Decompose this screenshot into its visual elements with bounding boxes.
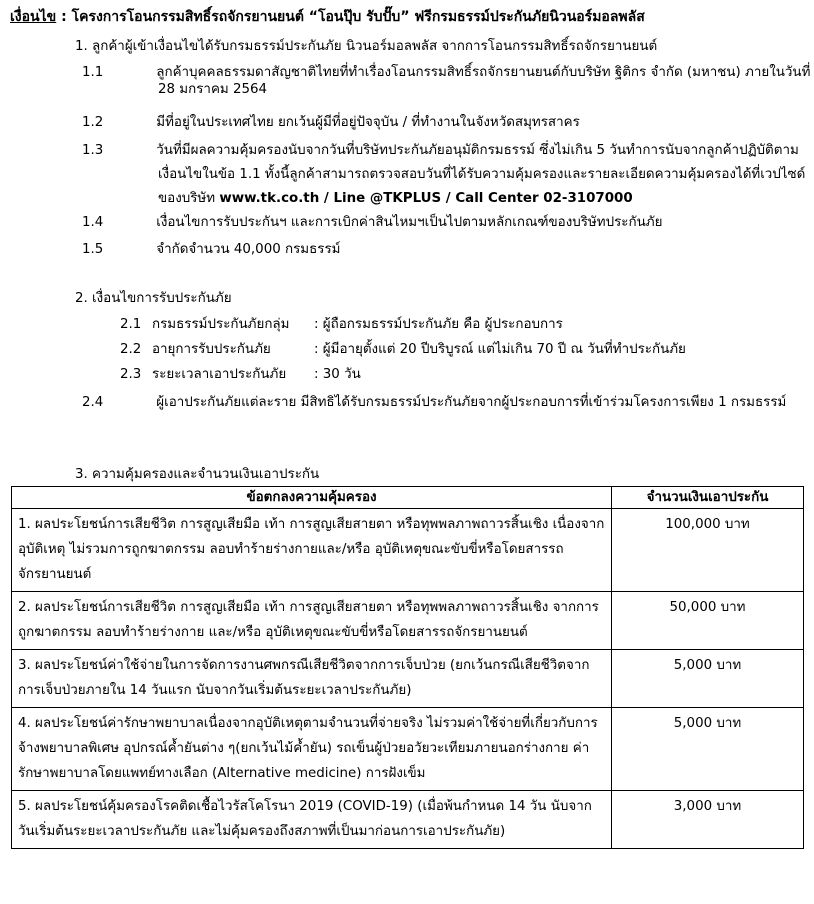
table-row: [12, 650, 804, 708]
section-2-title: 2. เงื่อนไขการรับประกันภัย: [75, 291, 232, 306]
item-number: 1.4: [82, 215, 104, 230]
heading-text: : โครงการโอนกรรมสิทธิ์รถจักรยานยนต์ “โอนปุ๊บ รับปั๊บ” ฟรีกรมธรรม์ประกันภัยนิวนอร์มอลพลัส: [56, 9, 645, 25]
condition-item: [82, 214, 814, 231]
coverage-table: [11, 486, 804, 849]
item-value: : ผู้มีอายุตั้งแต่ 20 ปีบริบูรณ์ แต่ไม่เกิน 70 ปี ณ วันที่ทำประกันภัย: [314, 342, 686, 357]
item-text: ลูกค้าบุคคลธรรมดาสัญชาติไทยที่ทำเรื่องโอนกรรมสิทธิ์รถจักรยานยนต์กับบริษัท ฐิติกร จำกัด (มหาชน) ภายในวันที่ 28 มกราคม 2564: [156, 65, 811, 97]
column-header-coverage: ข้อตกลงความคุ้มครอง: [12, 487, 612, 509]
condition-item: [82, 114, 814, 131]
item-value: : ผู้ถือกรมธรรม์ประกันภัย คือ ผู้ประกอบการ: [314, 317, 563, 332]
item-number: 1.1: [82, 65, 104, 80]
item-number: 1.2: [82, 115, 104, 130]
contact-info: www.tk.co.th / Line @TKPLUS / Call Center 02-3107000: [219, 191, 633, 206]
item-number: 2.2: [120, 342, 142, 357]
condition-item: [82, 241, 814, 258]
table-row: [12, 708, 804, 791]
item-text: เงื่อนไขการรับประกันฯ และการเบิกค่าสินไหมฯเป็นไปตามหลักเกณฑ์ของบริษัทประกันภัย: [156, 215, 663, 230]
document-heading: [10, 9, 810, 26]
item-number: 1.5: [82, 242, 104, 257]
coverage-cell: 3. ผลประโยชน์ค่าใช้จ่ายในการจัดการงานศพกรณีเสียชีวิตจากการเจ็บป่วย (ยกเว้นกรณีเสียชีวิตจากการเจ็บป่วยภายใน 14 วันแรก นับจากวันเริ่มต้นระยะเวลาประกันภัย): [12, 650, 612, 708]
section-1-title: 1. ลูกค้าผู้เข้าเงื่อนไขได้รับกรมธรรม์ประกันภัย นิวนอร์มอลพลัส จากการโอนกรรมสิทธิ์รถจักรยานยนต์: [75, 39, 658, 54]
item-value: : 30 วัน: [314, 367, 361, 382]
table-header-row: [12, 487, 804, 509]
item-text: มีที่อยู่ในประเทศไทย ยกเว้นผู้มีที่อยู่ปัจจุบัน / ที่ทำงานในจังหวัดสมุทรสาคร: [156, 115, 580, 130]
item-number: 2.1: [120, 317, 142, 332]
condition-item: [120, 316, 790, 333]
item-number: 2.3: [120, 367, 142, 382]
item-key: กรมธรรม์ประกันภัยกลุ่ม: [152, 317, 290, 332]
amount-cell: 100,000 บาท: [612, 509, 804, 592]
condition-item: [120, 366, 790, 383]
table-row: [12, 791, 804, 849]
coverage-cell: 1. ผลประโยชน์การเสียชีวิต การสูญเสียมือ เท้า การสูญเสียสายตา หรือทุพพลภาพถาวรสิ้นเชิง เนื่องจากอุบัติเหตุ ไม่รวมการถูกฆาตกรรม ลอบทำร้ายร่างกายและ/หรือ อุบัติเหตุขณะขับขี่หรือโดยสารรถจักรยานยนต์: [12, 509, 612, 592]
item-text: จำกัดจำนวน 40,000 กรมธรรม์: [156, 242, 341, 257]
table-row: [12, 509, 804, 592]
heading-label: เงื่อนไข: [10, 9, 57, 25]
coverage-cell: 2. ผลประโยชน์การเสียชีวิต การสูญเสียมือ เท้า การสูญเสียสายตา หรือทุพพลภาพถาวรสิ้นเชิง จากการถูกฆาตกรรม ลอบทำร้ายร่างกาย และ/หรือ อุบัติเหตุขณะขับขี่หรือโดยสารรถจักรยานยนต์: [12, 592, 612, 650]
amount-cell: 50,000 บาท: [612, 592, 804, 650]
item-number: 1.3: [82, 143, 104, 158]
item-text: วันที่มีผลความคุ้มครองนับจากวันที่บริษัทประกันภัยอนุมัติกรมธรรม์ ซึ่งไม่เกิน 5 วันทำการนับจากลูกค้าปฏิบัติตามเงื่อนไขในข้อ 1.1 ทั้งนี้ลูกค้าสามารถตรวจสอบวันที่ได้รับความคุ้มครองและรายละเอียดความคุ้มครองได้ที่เวปไซด์ของบริษัท: [156, 143, 806, 206]
column-header-amount: จำนวนเงินเอาประกัน: [612, 487, 804, 509]
condition-item: [120, 341, 790, 358]
item-key: ระยะเวลาเอาประกันภัย: [152, 367, 287, 382]
item-key: อายุการรับประกันภัย: [152, 342, 271, 357]
item-number: 2.4: [82, 395, 104, 410]
amount-cell: 3,000 บาท: [612, 791, 804, 849]
amount-cell: 5,000 บาท: [612, 650, 804, 708]
item-text: ผู้เอาประกันภัยแต่ละราย มีสิทธิได้รับกรมธรรม์ประกันภัยจากผู้ประกอบการที่เข้าร่วมโครงการเพียง 1 กรมธรรม์: [156, 395, 787, 410]
condition-item: [82, 64, 814, 98]
amount-cell: 5,000 บาท: [612, 708, 804, 791]
condition-item: [82, 391, 814, 415]
coverage-cell: 4. ผลประโยชน์ค่ารักษาพยาบาลเนื่องจากอุบัติเหตุตามจำนวนที่จ่ายจริง ไม่รวมค่าใช้จ่ายที่เกี่ยวกับการจ้างพยาบาลพิเศษ อุปกรณ์ค้ำยันต่าง ๆ(ยกเว้นไม้ค้ำยัน) รถเข็นผู้ป่วยอวัยวะเทียมภายนอกร่างกาย ค่ารักษาพยาบาลโดยแพทย์ทางเลือก (Alternative medicine) การฝังเข็ม: [12, 708, 612, 791]
condition-item: [82, 139, 814, 211]
table-row: [12, 592, 804, 650]
section-3-title: 3. ความคุ้มครองและจำนวนเงินเอาประกัน: [75, 467, 320, 482]
coverage-cell: 5. ผลประโยชน์คุ้มครองโรคติดเชื้อไวรัสโคโรนา 2019 (COVID-19) (เมื่อพ้นกำหนด 14 วัน นับจากวันเริ่มต้นระยะเวลาประกันภัย และไม่คุ้มครองถึงสภาพที่เป็นมาก่อนการเอาประกันภัย): [12, 791, 612, 849]
